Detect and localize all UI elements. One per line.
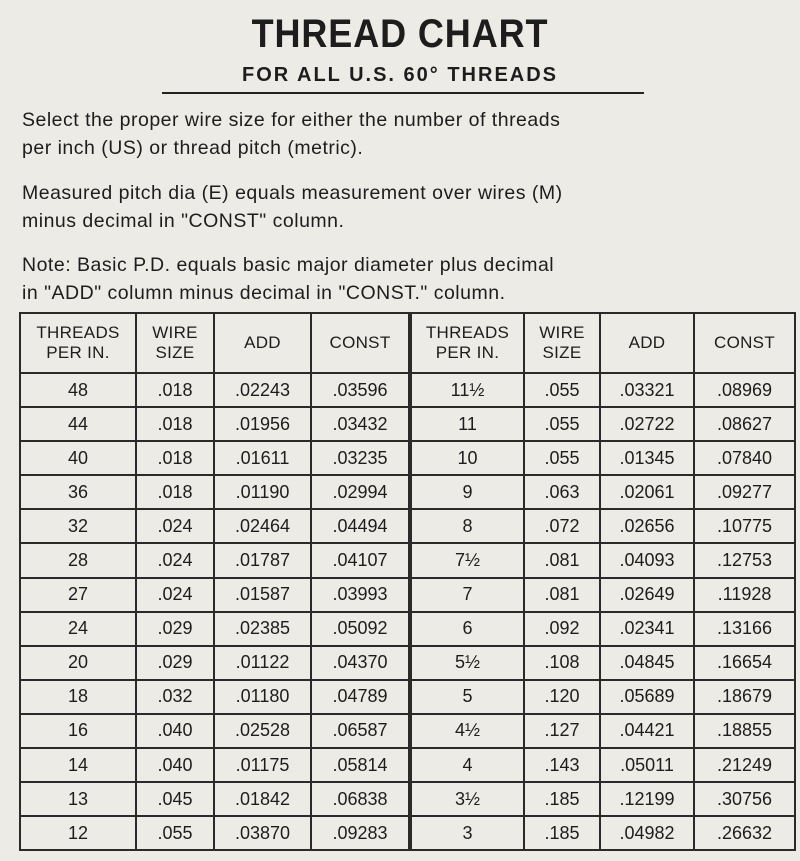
cell-wire-size: .045 bbox=[136, 782, 214, 816]
column-header-threads-per-in: THREADS PER IN. bbox=[20, 313, 136, 373]
cell-const: .02994 bbox=[311, 475, 410, 509]
cell-threads-per-in: 10 bbox=[410, 441, 524, 475]
cell-wire-size: .018 bbox=[136, 373, 214, 407]
cell-wire-size: .024 bbox=[136, 509, 214, 543]
cell-add: .02341 bbox=[600, 612, 694, 646]
cell-threads-per-in: 3½ bbox=[410, 782, 524, 816]
cell-add: .02656 bbox=[600, 509, 694, 543]
cell-threads-per-in: 11½ bbox=[410, 373, 524, 407]
cell-wire-size: .029 bbox=[136, 646, 214, 680]
table-row bbox=[20, 441, 795, 475]
table-body bbox=[20, 373, 795, 850]
cell-const: .03432 bbox=[311, 407, 410, 441]
cell-wire-size: .081 bbox=[524, 543, 600, 577]
cell-add: .02722 bbox=[600, 407, 694, 441]
cell-wire-size: .092 bbox=[524, 612, 600, 646]
instruction-paragraph: Select the proper wire size for either the number of threads per inch (US) or thread pitch (metric). bbox=[22, 109, 561, 159]
table-row bbox=[20, 646, 795, 680]
cell-add: .04093 bbox=[600, 543, 694, 577]
cell-threads-per-in: 5½ bbox=[410, 646, 524, 680]
cell-threads-per-in: 12 bbox=[20, 816, 136, 850]
cell-wire-size: .055 bbox=[524, 441, 600, 475]
cell-threads-per-in: 8 bbox=[410, 509, 524, 543]
cell-wire-size: .055 bbox=[136, 816, 214, 850]
cell-const: .06838 bbox=[311, 782, 410, 816]
thread-table bbox=[19, 312, 796, 851]
note-paragraph: Note: Basic P.D. equals basic major diameter plus decimal in "ADD" column minus decimal in "CONST." column. bbox=[22, 254, 555, 304]
cell-wire-size: .055 bbox=[524, 373, 600, 407]
cell-threads-per-in: 14 bbox=[20, 748, 136, 782]
cell-wire-size: .108 bbox=[524, 646, 600, 680]
cell-const: .05092 bbox=[311, 612, 410, 646]
cell-const: .09277 bbox=[694, 475, 795, 509]
table-row bbox=[20, 475, 795, 509]
column-header-threads-per-in: THREADS PER IN. bbox=[410, 313, 524, 373]
cell-const: .04370 bbox=[311, 646, 410, 680]
table-row bbox=[20, 748, 795, 782]
cell-wire-size: .040 bbox=[136, 748, 214, 782]
cell-wire-size: .018 bbox=[136, 475, 214, 509]
cell-threads-per-in: 20 bbox=[20, 646, 136, 680]
cell-threads-per-in: 11 bbox=[410, 407, 524, 441]
cell-add: .02649 bbox=[600, 578, 694, 612]
cell-add: .04421 bbox=[600, 714, 694, 748]
table-row bbox=[20, 407, 795, 441]
cell-const: .21249 bbox=[694, 748, 795, 782]
cell-const: .13166 bbox=[694, 612, 795, 646]
cell-wire-size: .081 bbox=[524, 578, 600, 612]
cell-add: .01122 bbox=[214, 646, 311, 680]
cell-wire-size: .055 bbox=[524, 407, 600, 441]
table-row bbox=[20, 816, 795, 850]
cell-wire-size: .143 bbox=[524, 748, 600, 782]
subtitle-underline bbox=[162, 92, 644, 94]
cell-const: .12753 bbox=[694, 543, 795, 577]
table-row bbox=[20, 782, 795, 816]
cell-const: .08969 bbox=[694, 373, 795, 407]
cell-const: .05814 bbox=[311, 748, 410, 782]
cell-wire-size: .072 bbox=[524, 509, 600, 543]
cell-const: .09283 bbox=[311, 816, 410, 850]
cell-wire-size: .040 bbox=[136, 714, 214, 748]
cell-const: .08627 bbox=[694, 407, 795, 441]
cell-wire-size: .029 bbox=[136, 612, 214, 646]
cell-add: .12199 bbox=[600, 782, 694, 816]
table-row bbox=[20, 714, 795, 748]
cell-add: .03321 bbox=[600, 373, 694, 407]
cell-threads-per-in: 28 bbox=[20, 543, 136, 577]
cell-threads-per-in: 18 bbox=[20, 680, 136, 714]
cell-const: .03993 bbox=[311, 578, 410, 612]
cell-add: .05689 bbox=[600, 680, 694, 714]
cell-const: .18855 bbox=[694, 714, 795, 748]
column-header-add: ADD bbox=[214, 313, 311, 373]
cell-add: .01190 bbox=[214, 475, 311, 509]
cell-add: .03870 bbox=[214, 816, 311, 850]
cell-add: .02528 bbox=[214, 714, 311, 748]
cell-const: .03596 bbox=[311, 373, 410, 407]
cell-add: .01956 bbox=[214, 407, 311, 441]
cell-wire-size: .063 bbox=[524, 475, 600, 509]
cell-const: .06587 bbox=[311, 714, 410, 748]
cell-threads-per-in: 48 bbox=[20, 373, 136, 407]
cell-add: .02385 bbox=[214, 612, 311, 646]
cell-wire-size: .024 bbox=[136, 578, 214, 612]
cell-add: .01787 bbox=[214, 543, 311, 577]
cell-const: .04789 bbox=[311, 680, 410, 714]
chart-title: THREAD CHART bbox=[251, 12, 549, 56]
cell-add: .01611 bbox=[214, 441, 311, 475]
cell-wire-size: .185 bbox=[524, 782, 600, 816]
cell-threads-per-in: 13 bbox=[20, 782, 136, 816]
measurement-paragraph: Measured pitch dia (E) equals measurement over wires (M) minus decimal in "CONST" column. bbox=[22, 182, 563, 232]
cell-const: .03235 bbox=[311, 441, 410, 475]
cell-const: .07840 bbox=[694, 441, 795, 475]
cell-wire-size: .032 bbox=[136, 680, 214, 714]
chart-subtitle: FOR ALL U.S. 60° THREADS bbox=[241, 64, 559, 86]
cell-threads-per-in: 7½ bbox=[410, 543, 524, 577]
cell-threads-per-in: 9 bbox=[410, 475, 524, 509]
column-header-add: ADD bbox=[600, 313, 694, 373]
cell-const: .18679 bbox=[694, 680, 795, 714]
cell-add: .02243 bbox=[214, 373, 311, 407]
cell-const: .16654 bbox=[694, 646, 795, 680]
cell-const: .04494 bbox=[311, 509, 410, 543]
cell-threads-per-in: 24 bbox=[20, 612, 136, 646]
table-row bbox=[20, 578, 795, 612]
column-header-const: CONST bbox=[694, 313, 795, 373]
cell-wire-size: .018 bbox=[136, 441, 214, 475]
cell-threads-per-in: 32 bbox=[20, 509, 136, 543]
table-row bbox=[20, 612, 795, 646]
cell-threads-per-in: 27 bbox=[20, 578, 136, 612]
cell-threads-per-in: 40 bbox=[20, 441, 136, 475]
cell-threads-per-in: 44 bbox=[20, 407, 136, 441]
cell-add: .01587 bbox=[214, 578, 311, 612]
cell-add: .05011 bbox=[600, 748, 694, 782]
table-row bbox=[20, 509, 795, 543]
cell-add: .02464 bbox=[214, 509, 311, 543]
cell-threads-per-in: 7 bbox=[410, 578, 524, 612]
cell-threads-per-in: 4 bbox=[410, 748, 524, 782]
cell-threads-per-in: 5 bbox=[410, 680, 524, 714]
cell-threads-per-in: 4½ bbox=[410, 714, 524, 748]
cell-add: .04845 bbox=[600, 646, 694, 680]
table-row bbox=[20, 543, 795, 577]
column-header-const: CONST bbox=[311, 313, 410, 373]
column-header-wire-size: WIRE SIZE bbox=[524, 313, 600, 373]
cell-add: .04982 bbox=[600, 816, 694, 850]
cell-threads-per-in: 6 bbox=[410, 612, 524, 646]
cell-wire-size: .018 bbox=[136, 407, 214, 441]
table-header-row bbox=[20, 313, 795, 373]
table-row bbox=[20, 680, 795, 714]
cell-const: .30756 bbox=[694, 782, 795, 816]
cell-add: .02061 bbox=[600, 475, 694, 509]
cell-wire-size: .185 bbox=[524, 816, 600, 850]
cell-threads-per-in: 36 bbox=[20, 475, 136, 509]
cell-wire-size: .120 bbox=[524, 680, 600, 714]
cell-add: .01175 bbox=[214, 748, 311, 782]
column-header-wire-size: WIRE SIZE bbox=[136, 313, 214, 373]
cell-wire-size: .127 bbox=[524, 714, 600, 748]
table-row bbox=[20, 373, 795, 407]
cell-threads-per-in: 3 bbox=[410, 816, 524, 850]
cell-add: .01842 bbox=[214, 782, 311, 816]
cell-const: .04107 bbox=[311, 543, 410, 577]
cell-add: .01345 bbox=[600, 441, 694, 475]
cell-wire-size: .024 bbox=[136, 543, 214, 577]
cell-const: .26632 bbox=[694, 816, 795, 850]
cell-add: .01180 bbox=[214, 680, 311, 714]
cell-const: .10775 bbox=[694, 509, 795, 543]
cell-threads-per-in: 16 bbox=[20, 714, 136, 748]
cell-const: .11928 bbox=[694, 578, 795, 612]
